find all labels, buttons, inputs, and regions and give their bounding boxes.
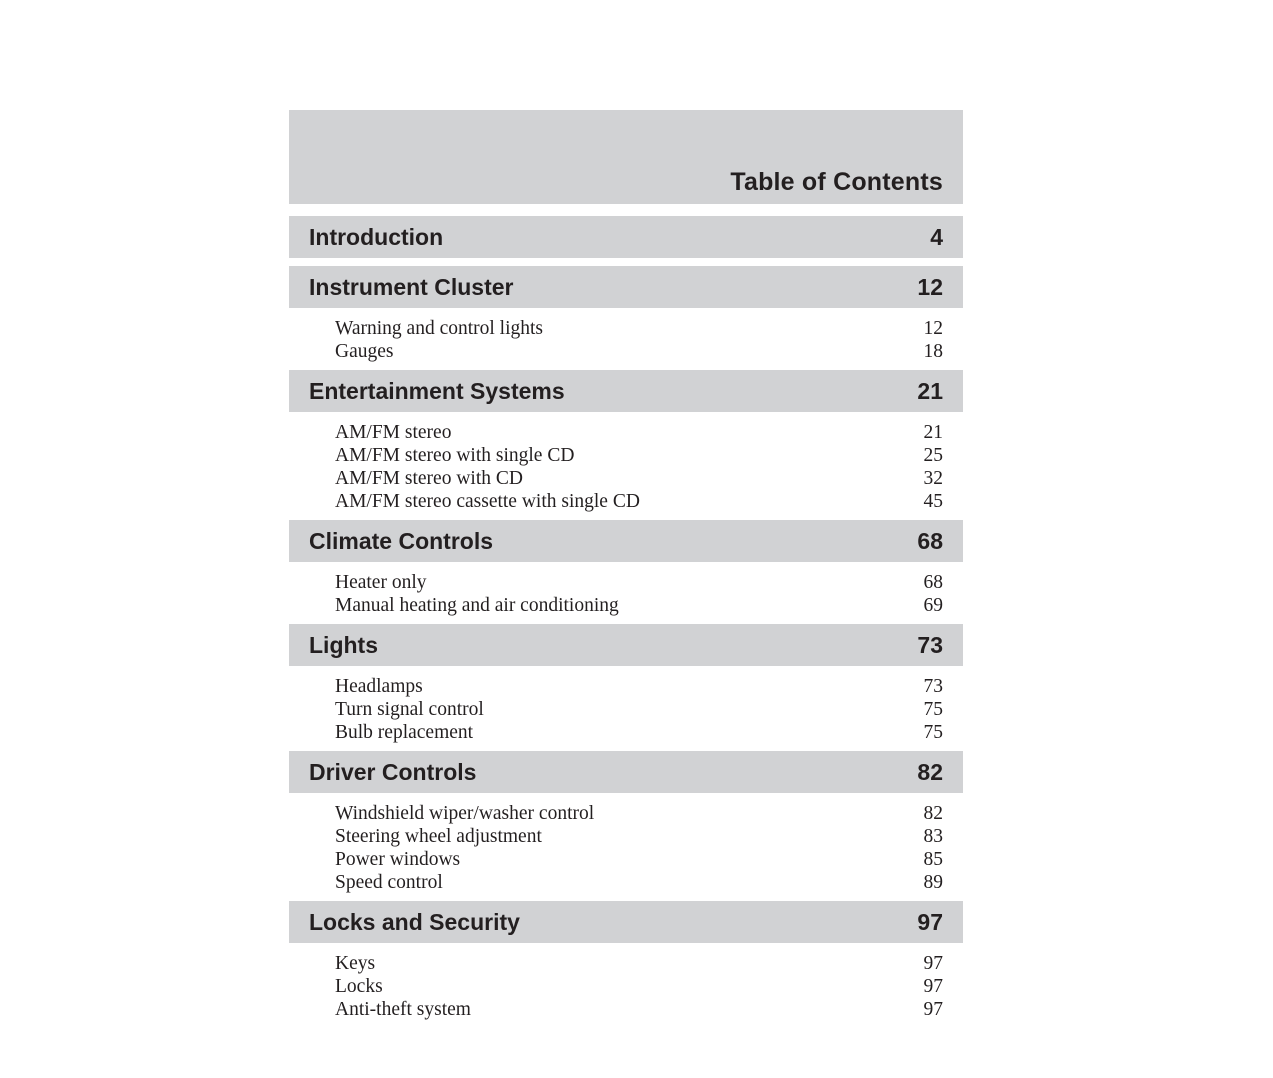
entry-page: 12 [923,318,943,339]
section-label: Driver Controls [309,758,477,785]
entry-page: 69 [923,595,943,616]
toc-entry[interactable] [335,848,943,871]
entry-page: 97 [923,976,943,997]
entry-page: 97 [923,953,943,974]
entry-label: Keys [335,953,376,974]
toc-entry[interactable] [335,490,943,513]
section-instrument-cluster[interactable] [289,266,963,308]
section-items [289,793,963,901]
toc-entry[interactable] [335,721,943,744]
entry-label: Headlamps [335,676,423,697]
section-label: Instrument Cluster [309,273,514,300]
section-label: Climate Controls [309,527,494,554]
entry-label: Power windows [335,849,461,870]
entry-label: Bulb replacement [335,722,474,743]
section-page: 12 [917,273,943,300]
entry-page: 68 [923,572,943,593]
entry-label: Locks [335,976,383,997]
section-page: 97 [917,908,943,935]
entry-page: 73 [923,676,943,697]
entry-page: 45 [923,491,943,512]
section-page: 82 [917,758,943,785]
title-banner [289,110,963,204]
entry-label: Speed control [335,872,443,893]
section-page: 73 [917,631,943,658]
entry-page: 82 [923,803,943,824]
entry-label: AM/FM stereo with CD [335,468,523,489]
section-entertainment-systems[interactable] [289,370,963,412]
entry-page: 97 [923,999,943,1020]
section-label: Entertainment Systems [309,377,565,404]
section-label: Locks and Security [309,908,520,935]
section-locks-and-security[interactable] [289,901,963,943]
entry-label: AM/FM stereo cassette with single CD [335,491,640,512]
entry-page: 85 [923,849,943,870]
entry-label: Heater only [335,572,427,593]
section-driver-controls[interactable] [289,751,963,793]
section-label: Introduction [309,223,444,250]
toc-entry[interactable] [335,698,943,721]
entry-page: 89 [923,872,943,893]
entry-label: AM/FM stereo with single CD [335,445,575,466]
entry-page: 32 [923,468,943,489]
toc-entry[interactable] [335,317,943,340]
toc-entry[interactable] [335,594,943,617]
entry-page: 83 [923,826,943,847]
section-label: Lights [309,631,378,658]
toc-entry[interactable] [335,340,943,363]
section-climate-controls[interactable] [289,520,963,562]
entry-page: 25 [923,445,943,466]
entry-label: Steering wheel adjustment [335,826,542,847]
toc-entry[interactable] [335,825,943,848]
section-items [289,308,963,370]
section-lights[interactable] [289,624,963,666]
toc-entry[interactable] [335,871,943,894]
entry-label: Manual heating and air conditioning [335,595,619,616]
entry-label: Gauges [335,341,394,362]
toc-entry[interactable] [335,952,943,975]
entry-label: Turn signal control [335,699,484,720]
section-page: 68 [917,527,943,554]
toc-page [289,110,963,1028]
section-items [289,412,963,520]
section-items [289,943,963,1028]
toc-entry[interactable] [335,802,943,825]
toc-entry[interactable] [335,421,943,444]
entry-label: Anti-theft system [335,999,471,1020]
toc-entry[interactable] [335,675,943,698]
toc-entry[interactable] [335,571,943,594]
entry-label: Warning and control lights [335,318,544,339]
section-items [289,562,963,624]
entry-page: 18 [923,341,943,362]
entry-label: AM/FM stereo [335,422,452,443]
page-title: Table of Contents [730,168,943,196]
section-page: 4 [930,223,943,250]
toc-entry[interactable] [335,467,943,490]
toc-entry[interactable] [335,444,943,467]
entry-page: 21 [923,422,943,443]
section-items [289,666,963,751]
entry-label: Windshield wiper/washer control [335,803,595,824]
section-introduction[interactable] [289,216,963,258]
toc-entry[interactable] [335,998,943,1021]
toc-entry[interactable] [335,975,943,998]
section-page: 21 [917,377,943,404]
entry-page: 75 [923,699,943,720]
entry-page: 75 [923,722,943,743]
